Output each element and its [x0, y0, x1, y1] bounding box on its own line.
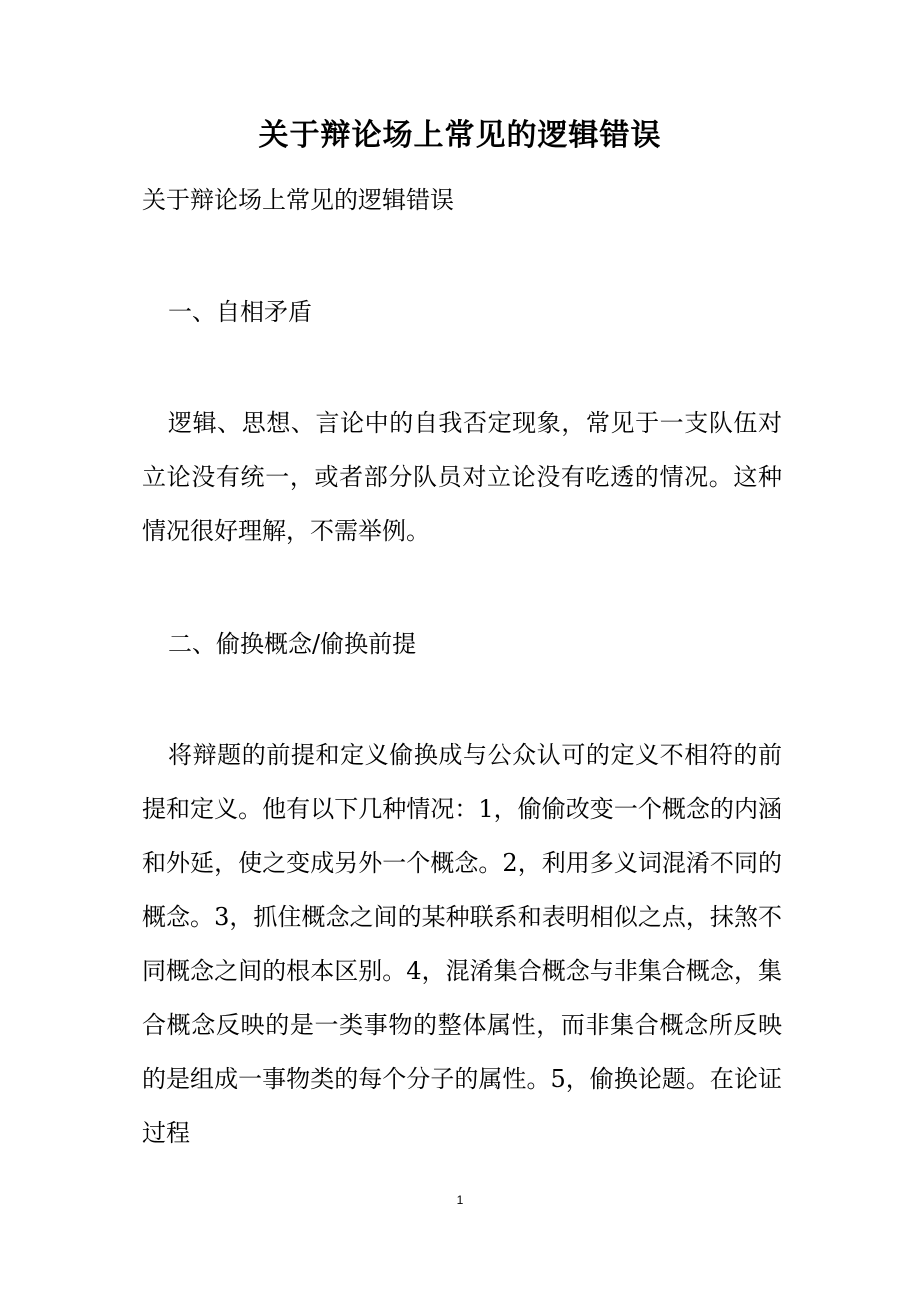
section-body-1: 逻辑、思想、言论中的自我否定现象，常见于一支队伍对立论没有统一，或者部分队员对立论没有吃透的情况。这种情况很好理解，不需举例。 [142, 409, 782, 545]
page-number: 1 [456, 1193, 464, 1207]
section-body-2: 将辩题的前提和定义偷换成与公众认可的定义不相符的前提和定义。他有以下几种情况：1，偷偷改变一个概念的内涵和外延，使之变成另外一个概念。2，利用多义词混淆不同的概念。3，抓住概念之间的某种联系和表明相似之点，抹煞不同概念之间的根本区别。4，混淆集合概念与非集合概念，集合概念反映的是一类事物的整体属性，而非集合概念所反映的是组成一事物类的每个分子的属性。5，偷换论题。在论证过程 [142, 741, 782, 1147]
document-subtitle: 关于辩论场上常见的逻辑错误 [142, 186, 454, 214]
document-title: 关于辩论场上常见的逻辑错误 [258, 118, 662, 153]
section-heading-1: 一、自相矛盾 [168, 298, 312, 326]
section-heading-2: 二、偷换概念/偷换前提 [168, 630, 417, 658]
